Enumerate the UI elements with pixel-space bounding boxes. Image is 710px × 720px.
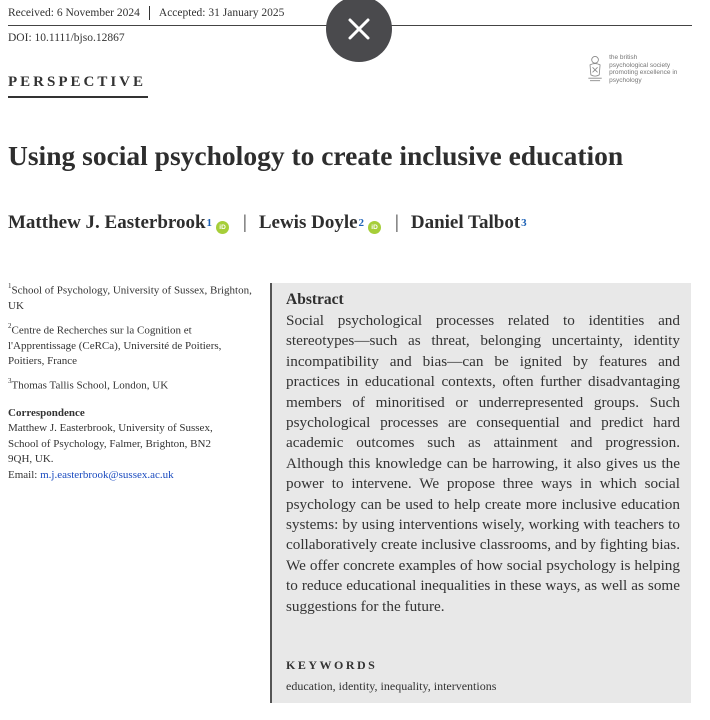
correspondence-heading: Correspondence: [8, 406, 85, 419]
affiliation-item: $^2$Centre de Recherches sur la Cognition et l'Apprentissage (CeRCa), Université de Poitiers, Poitiers, France: [8, 321, 222, 368]
correspondence-address: Matthew J. Easterbrook, University of Sussex, School of Psychology, Falmer, Brighton, BN2 9QH, UK.: [8, 422, 213, 466]
section-label: PERSPECTIVE: [8, 74, 147, 90]
accepted-date: Accepted: 31 January 2025: [158, 7, 285, 19]
keywords-list: education, identity, inequality, interventions: [286, 679, 497, 693]
affiliations: [8, 280, 253, 483]
abstract-heading: Abstract: [286, 291, 344, 308]
affiliation-item: $^1$School of Psychology, University of Sussex, Brighton, UK: [8, 282, 252, 313]
orcid-icon[interactable]: iD: [368, 221, 381, 234]
keywords-heading: KEYWORDS: [286, 658, 378, 672]
section-label-underline: [8, 96, 148, 98]
author-affiliation-ref[interactable]: 3: [521, 217, 527, 229]
abstract-text: Social psychological processes related to identities and stereotypes—such as threat, belonging uncertainty, identity incompatibility and bias—can be ignited by features and practices in educational contexts, often further disadvantaging members of minoritised or underrepresented groups. Such psychological processes are consequential and predict hard academic outcomes such as attainment and progression. Although this knowledge can be harrowing, it also gives us the power to intervene. We propose three ways in which social psychology can be used to help create more inclusive education systems: by using interventions wisely, working with teachers to collaboratively create inclusive classrooms, and by fighting bias. We offer concrete examples of how social psychology is helping to reduce educational inequalities in these ways, as well as some suggestions for the future.: [286, 312, 680, 615]
author-name: Lewis Doyle: [258, 212, 358, 233]
email-link[interactable]: m.j.easterbrook@sussex.ac.uk: [40, 468, 174, 481]
author-name: Daniel Talbot: [410, 212, 521, 233]
author-separator: |: [395, 212, 399, 233]
close-icon: [347, 17, 371, 41]
date-divider: [149, 6, 150, 20]
abstract-panel: [270, 283, 691, 703]
received-date: Received: 6 November 2024: [8, 7, 140, 19]
author-affiliation-ref[interactable]: 2: [358, 217, 365, 229]
author-name: Matthew J. Easterbrook: [8, 212, 206, 233]
author-list: [8, 212, 527, 234]
author-separator: |: [243, 212, 247, 233]
close-button[interactable]: [326, 0, 392, 62]
article-dates: [8, 6, 284, 20]
doi: DOI: 10.1111/bjso.12867: [8, 32, 125, 44]
bps-crest-icon: [585, 52, 605, 86]
correspondence-email: Email: m.j.easterbrook@sussex.ac.uk: [8, 468, 174, 481]
publisher-name: the british psychological society promoting excellence in psychology: [609, 54, 678, 84]
author-affiliation-ref[interactable]: 1: [206, 217, 213, 229]
article-title: Using social psychology to create inclusive education: [8, 140, 624, 171]
affiliation-item: $^3$Thomas Tallis School, London, UK: [8, 376, 169, 392]
orcid-icon[interactable]: iD: [216, 221, 229, 234]
publisher-logo: [585, 50, 695, 88]
